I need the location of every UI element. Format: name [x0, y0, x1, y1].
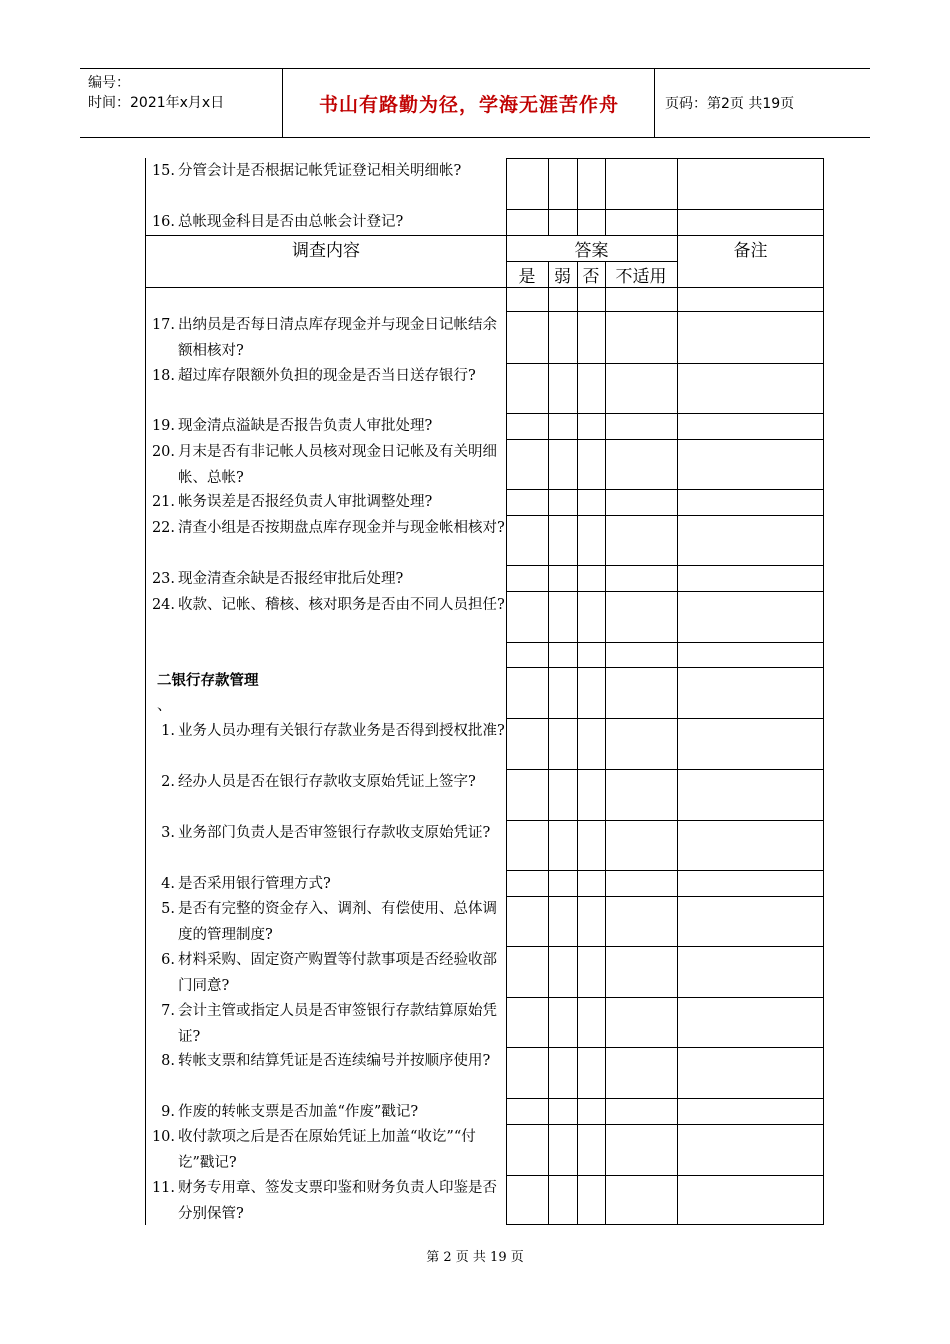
table-rule	[506, 489, 824, 490]
table-right-rule	[823, 158, 824, 1225]
table-rule	[605, 261, 606, 1225]
question-number: 21.	[151, 494, 175, 510]
question-number: 7.	[161, 1003, 175, 1019]
table-rule	[506, 439, 824, 440]
question-text: 是否有完整的资金存入、调剂、有偿使用、总体调度的管理制度?	[178, 901, 497, 943]
code-label: 编号：	[88, 75, 130, 91]
table-rule	[506, 896, 824, 897]
table-header-rule	[145, 287, 824, 288]
question-text: 出纳员是否每日清点库存现金并与现金日记帐结余额相核对?	[178, 317, 497, 359]
table-rule	[506, 667, 824, 668]
question-number: 20.	[151, 444, 175, 460]
question-number: 1.	[161, 723, 175, 739]
question-text: 月末是否有非记帐人员核对现金日记帐及有关明细帐、总帐?	[178, 444, 497, 486]
question-text: 超过库存限额外负担的现金是否当日送存银行?	[178, 368, 476, 384]
table-rule	[548, 261, 549, 1225]
question-number: 17.	[151, 317, 175, 333]
question-number: 15.	[151, 163, 175, 179]
table-rule	[506, 515, 824, 516]
table-rule	[677, 158, 678, 1225]
question-number: 8.	[161, 1053, 175, 1069]
header-motto: 书山有路勤为径，学海无涯苦作舟	[318, 93, 619, 116]
table-rule	[506, 769, 824, 770]
question-number: 4.	[161, 876, 175, 892]
header-left	[88, 73, 224, 113]
section-bank-title: 二银行存款管理	[157, 673, 259, 689]
question-number: 5.	[161, 901, 175, 917]
table-rule	[548, 158, 549, 236]
header-no: 否	[582, 267, 600, 287]
table-rule	[506, 363, 824, 364]
page-header	[80, 68, 870, 138]
table-rule	[506, 1175, 824, 1176]
header-weak: 弱	[554, 267, 571, 287]
table-rule	[506, 820, 824, 821]
question-number: 22.	[151, 520, 175, 536]
table-rule	[506, 591, 824, 592]
table-rule	[577, 158, 578, 236]
question-number: 24.	[151, 597, 175, 613]
question-text: 现金清查余缺是否报经审批后处理?	[178, 571, 404, 587]
question-text: 业务人员办理有关银行存款业务是否得到授权批准?	[178, 723, 505, 739]
question-text: 经办人员是否在银行存款收支原始凭证上签字?	[178, 774, 476, 790]
table-left-rule	[145, 158, 146, 1225]
table-rule	[506, 1224, 824, 1225]
question-text: 帐务误差是否报经负责人审批调整处理?	[178, 494, 433, 510]
time-label: 时间：2021年x月x日	[88, 95, 225, 111]
table-rule	[506, 209, 824, 210]
header-na: 不适用	[615, 267, 667, 287]
question-number: 2.	[161, 774, 175, 790]
table-rule	[506, 718, 824, 719]
question-number: 19.	[151, 418, 175, 434]
table-rule	[506, 413, 824, 414]
question-text: 财务专用章、签发支票印鉴和财务负责人印鉴是否分别保管?	[178, 1180, 497, 1222]
table-rule	[577, 261, 578, 1225]
question-text: 转帐支票和结算凭证是否连续编号并按顺序使用?	[178, 1053, 491, 1069]
question-text: 总帐现金科目是否由总帐会计登记?	[178, 214, 404, 230]
table-rule	[506, 997, 824, 998]
page-footer: 第 2 页 共 19 页	[426, 1250, 524, 1265]
question-number: 23.	[151, 571, 175, 587]
header-page-info: 页码：第2页 共19页	[665, 96, 795, 112]
table-rule	[506, 1047, 824, 1048]
header-divider	[654, 69, 655, 137]
table-rule	[506, 311, 824, 312]
question-number: 6.	[161, 952, 175, 968]
header-yes: 是	[518, 267, 536, 287]
header-answer: 答案	[574, 241, 609, 261]
question-number: 16.	[151, 214, 175, 230]
question-text: 现金清点溢缺是否报告负责人审批处理?	[178, 418, 433, 434]
table-rule	[506, 642, 824, 643]
question-number: 9.	[161, 1104, 175, 1120]
header-content: 调查内容	[292, 241, 360, 261]
question-number: 10.	[151, 1129, 175, 1145]
question-text: 业务部门负责人是否审签银行存款收支原始凭证?	[178, 825, 491, 841]
question-text: 收款、记帐、稽核、核对职务是否由不同人员担任?	[178, 597, 505, 613]
table-rule	[506, 1098, 824, 1099]
question-text: 分管会计是否根据记帐凭证登记相关明细帐?	[178, 163, 462, 179]
section-bank-mark: 、	[157, 698, 172, 714]
question-text: 材料采购、固定资产购置等付款事项是否经验收部门同意?	[178, 952, 497, 994]
question-number: 11.	[151, 1180, 175, 1196]
question-number: 18.	[151, 368, 175, 384]
table-rule	[506, 946, 824, 947]
question-text: 作废的转帐支票是否加盖“作废”戳记?	[178, 1104, 419, 1120]
question-text: 是否采用银行管理方式?	[178, 876, 331, 892]
header-remark: 备注	[733, 241, 768, 261]
table-rule	[506, 1124, 824, 1125]
table-rule	[506, 565, 824, 566]
table-rule	[605, 158, 606, 236]
question-text: 会计主管或指定人员是否审签银行存款结算原始凭证?	[178, 1003, 497, 1045]
table-rule	[506, 870, 824, 871]
question-text: 清查小组是否按期盘点库存现金并与现金帐相核对?	[178, 520, 505, 536]
table-rule	[506, 158, 824, 159]
question-number: 3.	[161, 825, 175, 841]
question-text: 收付款项之后是否在原始凭证上加盖“收讫”“付讫”戳记?	[178, 1129, 476, 1171]
